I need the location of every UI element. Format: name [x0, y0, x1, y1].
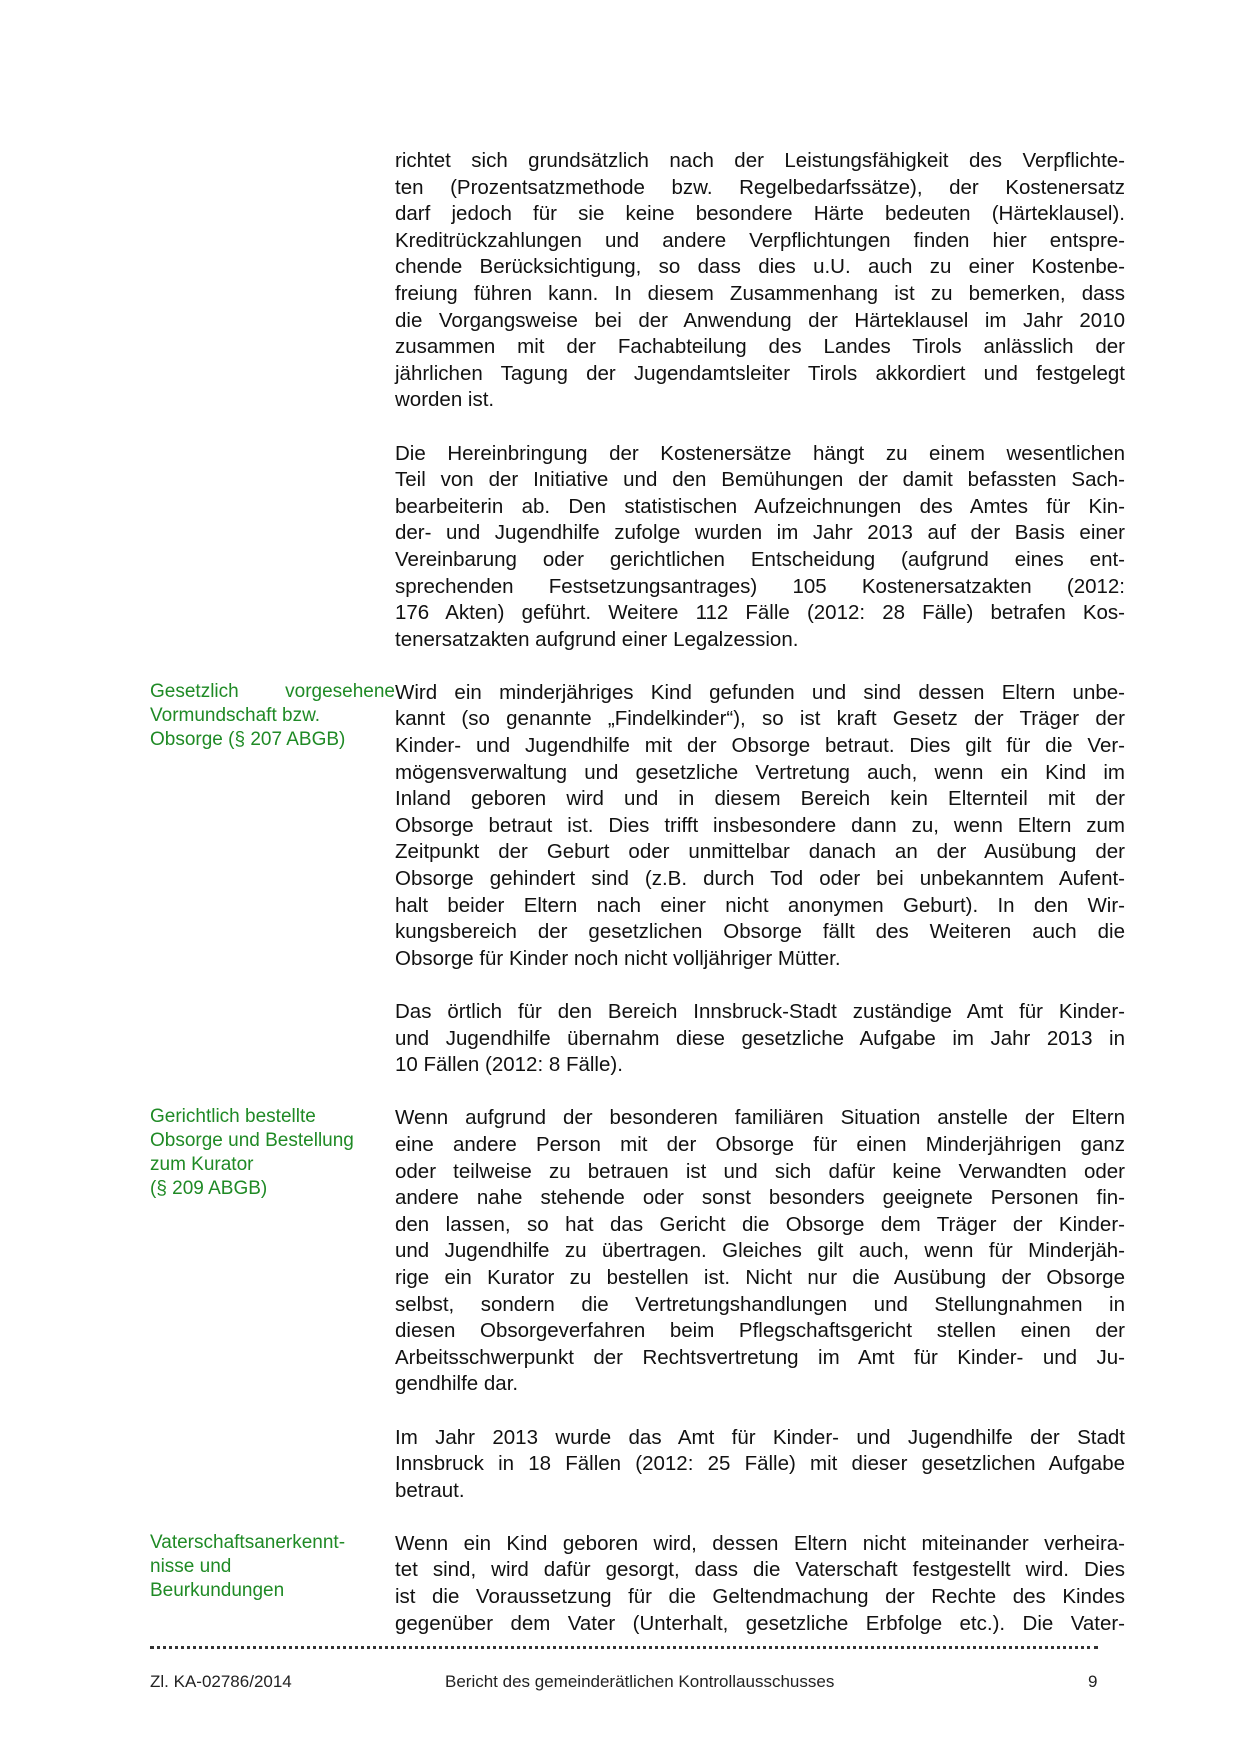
text-line: Im Jahr 2013 wurde das Amt für Kinder- und Jugendhilfe der Stadt — [395, 1425, 1125, 1449]
margin-note-line: Obsorge und Bestellung — [150, 1130, 354, 1152]
document-body — [150, 148, 1125, 1664]
text-line: und Jugendhilfe übernahm diese gesetzliche Aufgabe im Jahr 2013 in — [395, 1026, 1125, 1050]
paragraph-text — [395, 680, 1125, 973]
text-line: eine andere Person mit der Obsorge für einen Minderjährigen ganz — [395, 1132, 1125, 1156]
margin-note-line: zum Kurator — [150, 1154, 254, 1176]
margin-note-line: Vormundschaft bzw. — [150, 704, 321, 726]
margin-note-line: Beurkundungen — [150, 1579, 285, 1601]
footer-title: Bericht des gemeinderätlichen Kontrollausschusses — [445, 1672, 835, 1691]
margin-note-line: Gerichtlich bestellte — [150, 1106, 316, 1128]
text-line: oder teilweise zu betrauen ist und sich dafür keine Verwandten oder — [395, 1159, 1125, 1183]
text-line: rige ein Kurator zu bestellen ist. Nicht nur die Ausübung der Obsorge — [395, 1265, 1125, 1289]
text-line: Zeitpunkt der Geburt oder unmittelbar danach an der Ausübung der — [395, 840, 1125, 864]
footer-page-number: 9 — [1088, 1672, 1098, 1691]
text-line: gendhilfe dar. — [395, 1372, 519, 1396]
section-paragraph — [150, 680, 1125, 973]
text-line: ten (Prozentsatzmethode bzw. Regelbedarfssätze), der Kostenersatz — [395, 175, 1125, 199]
text-line: 176 Akten) geführt. Weitere 112 Fälle (2012: 28 Fälle) betrafen Kos- — [395, 601, 1125, 625]
paragraph-text — [395, 999, 1125, 1079]
text-line: Obsorge für Kinder noch nicht volljähriger Mütter. — [395, 946, 841, 970]
text-line: und Jugendhilfe zu übertragen. Gleiches gilt auch, wenn für Minderjäh- — [395, 1239, 1125, 1263]
margin-note — [150, 148, 395, 414]
text-line: Die Hereinbringung der Kostenersätze hängt zu einem wesentlichen — [395, 441, 1125, 465]
margin-note — [150, 1105, 395, 1398]
section-paragraph — [150, 1425, 1125, 1505]
paragraph-text — [395, 148, 1125, 414]
section-paragraph — [150, 1105, 1125, 1398]
section-paragraph — [150, 1531, 1125, 1637]
text-line: halt beider Eltern nach einer nicht anonymen Geburt). In den Wir- — [395, 893, 1125, 917]
text-line: chende Berücksichtigung, so dass dies u.U. auch zu einer Kostenbe- — [395, 255, 1125, 279]
margin-note — [150, 1425, 395, 1505]
footer-divider — [150, 1646, 1098, 1649]
margin-note — [150, 999, 395, 1079]
margin-note-line: Gesetzlich vorgesehene — [150, 680, 395, 702]
text-line: Das örtlich für den Bereich Innsbruck-Stadt zuständige Amt für Kinder- — [395, 1000, 1125, 1023]
text-line: Wenn ein Kind geboren wird, dessen Eltern nicht miteinander verheira- — [395, 1531, 1125, 1555]
text-line: Kreditrückzahlungen und andere Verpflichtungen finden hier entspre- — [395, 228, 1125, 252]
text-line: Wird ein minderjähriges Kind gefunden und sind dessen Eltern unbe- — [395, 680, 1125, 704]
text-line: Obsorge gehindert sind (z.B. durch Tod oder bei unbekanntem Aufent- — [395, 867, 1125, 891]
text-line: jährlichen Tagung der Jugendamtsleiter Tirols akkordiert und festgelegt — [395, 361, 1125, 385]
paragraph-text — [395, 1105, 1125, 1398]
paragraph-text — [395, 1531, 1125, 1637]
text-line: Inland geboren wird und in diesem Bereich kein Elternteil mit der — [395, 787, 1125, 811]
text-line: bearbeiterin ab. Den statistischen Aufzeichnungen des Amtes für Kin- — [395, 494, 1125, 518]
margin-note-line: Vaterschaftsanerkennt- — [150, 1531, 346, 1553]
text-line: kungsbereich der gesetzlichen Obsorge fällt des Weiteren auch die — [395, 920, 1125, 944]
footer-reference: Zl. KA-02786/2014 — [150, 1672, 292, 1691]
margin-note — [150, 441, 395, 654]
text-line: tenersatzakten aufgrund einer Legalzession. — [395, 627, 799, 651]
margin-note — [150, 1531, 395, 1637]
text-line: Obsorge betraut ist. Dies trifft insbesondere dann zu, wenn Eltern zum — [395, 813, 1125, 837]
text-line: Arbeitsschwerpunkt der Rechtsvertretung im Amt für Kinder- und Ju- — [395, 1345, 1125, 1369]
text-line: darf jedoch für sie keine besondere Härte bedeuten (Härteklausel). — [395, 202, 1125, 226]
margin-note — [150, 680, 395, 973]
text-line: die Vorgangsweise bei der Anwendung der Härteklausel im Jahr 2010 — [395, 308, 1125, 332]
text-line: der- und Jugendhilfe zufolge wurden im Jahr 2013 auf der Basis einer — [395, 521, 1125, 545]
text-line: Kinder- und Jugendhilfe mit der Obsorge betraut. Dies gilt für die Ver- — [395, 734, 1125, 758]
margin-note-line: (§ 209 ABGB) — [150, 1178, 268, 1200]
text-line: kannt (so genannte „Findelkinder“), so ist kraft Gesetz der Träger der — [395, 707, 1125, 731]
text-line: tet sind, wird dafür gesorgt, dass die Vaterschaft festgestellt wird. Dies — [395, 1558, 1125, 1582]
text-line: Vereinbarung oder gerichtlichen Entscheidung (aufgrund eines ent- — [395, 547, 1125, 571]
margin-note-line: nisse und — [150, 1555, 232, 1577]
text-line: zusammen mit der Fachabteilung des Landes Tirols anlässlich der — [395, 335, 1125, 359]
text-line: worden ist. — [395, 388, 495, 412]
section-paragraph — [150, 999, 1125, 1079]
text-line: richtet sich grundsätzlich nach der Leistungsfähigkeit des Verpflichte- — [395, 149, 1125, 172]
text-line: Innsbruck in 18 Fällen (2012: 25 Fälle) mit dieser gesetzlichen Aufgabe — [395, 1452, 1125, 1476]
text-line: betraut. — [395, 1478, 465, 1502]
text-line: Teil von der Initiative und den Bemühungen der damit befassten Sach- — [395, 468, 1125, 492]
text-line: freiung führen kann. In diesem Zusammenhang ist zu bemerken, dass — [395, 281, 1125, 305]
margin-note-line: Obsorge (§ 207 ABGB) — [150, 728, 346, 750]
text-line: ist die Voraussetzung für die Geltendmachung der Rechte des Kindes — [395, 1585, 1125, 1609]
text-line: 10 Fällen (2012: 8 Fälle). — [395, 1053, 623, 1077]
paragraph-text — [395, 441, 1125, 654]
text-line: andere nahe stehende oder sonst besonders geeignete Personen fin- — [395, 1186, 1125, 1210]
section-paragraph — [150, 441, 1125, 654]
text-line: sprechenden Festsetzungsantrages) 105 Kostenersatzakten (2012: — [395, 574, 1125, 598]
text-line: selbst, sondern die Vertretungshandlungen und Stellungnahmen in — [395, 1292, 1125, 1316]
text-line: Wenn aufgrund der besonderen familiären Situation anstelle der Eltern — [395, 1106, 1125, 1130]
section-paragraph — [150, 148, 1125, 414]
text-line: den lassen, so hat das Gericht die Obsorge dem Träger der Kinder- — [395, 1212, 1125, 1236]
paragraph-text — [395, 1425, 1125, 1505]
text-line: gegenüber dem Vater (Unterhalt, gesetzliche Erbfolge etc.). Die Vater- — [395, 1611, 1125, 1635]
text-line: diesen Obsorgeverfahren beim Pflegschaftsgericht stellen einen der — [395, 1319, 1125, 1343]
text-line: mögensverwaltung und gesetzliche Vertretung auch, wenn ein Kind im — [395, 760, 1125, 784]
